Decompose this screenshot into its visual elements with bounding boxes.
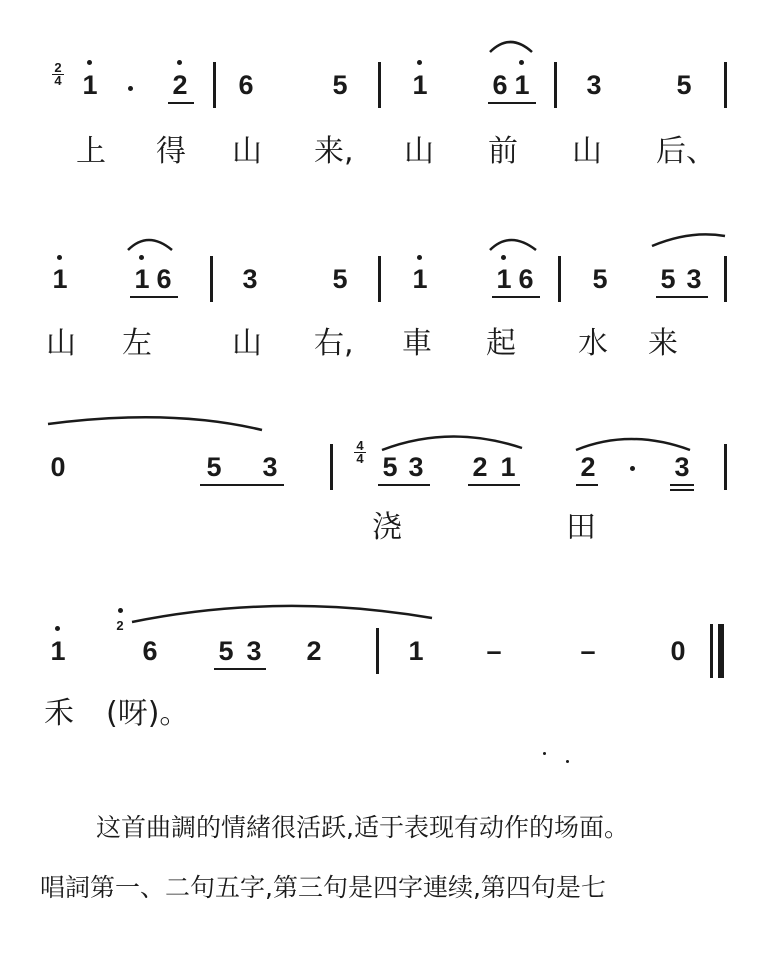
note: 6 [238,70,254,100]
underline-eighth [468,484,520,486]
barline [554,62,557,108]
note: 0 [670,636,686,666]
tie-line3-start [48,417,262,430]
dotted-note-dot [630,466,635,471]
barline [724,256,727,302]
octave-dot [519,60,524,65]
final-barline-thick [718,624,724,678]
underline-eighth [492,296,540,298]
octave-dot [501,255,506,260]
note: 6 [156,264,172,294]
time-signature-bottom: 4 [54,73,62,88]
note: 3 [674,452,690,482]
grace-note-value: 2 [116,618,124,633]
time-signature-bottom: 4 [356,451,364,466]
note: 6 [518,264,534,294]
note: 3 [408,452,424,482]
note: 6 [142,636,158,666]
lyric: 后、 [656,134,716,169]
time-signature-top: 4 [354,440,366,453]
note: 3 [686,264,702,294]
lyric: 来, [314,134,354,169]
note: 2 [306,636,322,666]
barline [330,444,333,490]
octave-dot [118,608,123,613]
print-speck [566,760,569,763]
underline-eighth [168,102,194,104]
lyric: 浇 [372,510,402,545]
octave-dot [417,255,422,260]
note: 3 [586,70,602,100]
octave-dot [139,255,144,260]
lyric: 右, [314,326,354,361]
barline [724,62,727,108]
lyric: 起 [486,326,516,361]
octave-dot [177,60,182,65]
note: 5 [592,264,608,294]
barline [210,256,213,302]
slur-5-3-2-1 [382,436,522,450]
tie-line2-end [652,234,725,246]
lyric: 車 [402,326,432,361]
note: 5 [206,452,222,482]
octave-dot [417,60,422,65]
underline-sixteenth [670,489,694,491]
barline [378,256,381,302]
time-signature-2-4 [52,62,64,87]
lyric: 水 [578,326,608,361]
lyric: 山 [404,134,434,169]
lyric: 山 [46,326,76,361]
note: 5 [332,70,348,100]
lyric: 上 [76,134,106,169]
dotted-note-dot [128,86,133,91]
note: 1 [134,264,150,294]
print-speck [543,752,546,755]
grace-note [114,620,126,632]
lyric: 山 [572,134,602,169]
barline [376,628,379,674]
lyric: (呀)。 [106,696,190,731]
underline-eighth [130,296,178,298]
note: 5 [332,264,348,294]
underline-eighth [200,484,284,486]
barline [558,256,561,302]
note: 1 [412,264,428,294]
time-signature-4-4 [354,440,366,465]
slur-1-6-line2a [128,240,172,250]
slur-6-1-line1 [490,42,532,52]
lyric: 禾 [44,696,74,731]
note: 3 [242,264,258,294]
slur-line4 [132,606,432,622]
note: 1 [412,70,428,100]
lyric: 左 [122,326,152,361]
note: 1 [408,636,424,666]
note: 3 [262,452,278,482]
lyric: 田 [566,510,596,545]
underline-eighth [488,102,536,104]
note: 2 [472,452,488,482]
prose-line: 这首曲調的情緒很活跃,适于表现有动作的场面。 [96,813,629,842]
lyric: 得 [156,134,186,169]
note: 1 [514,70,530,100]
slur-1-6-line2b [490,240,536,250]
barline [724,444,727,490]
note: 0 [50,452,66,482]
note: 1 [50,636,66,666]
note: 1 [500,452,516,482]
underline-eighth [378,484,430,486]
barline [378,62,381,108]
prose-line: 唱詞第一、二句五字,第三句是四字連续,第四句是七 [40,873,606,902]
lyric: 山 [232,326,262,361]
underline-eighth [214,668,266,670]
note: 5 [676,70,692,100]
note: 5 [660,264,676,294]
lyric: 来 [648,326,678,361]
note: 2 [172,70,188,100]
note: 3 [246,636,262,666]
slur-2-3 [576,439,690,450]
dash: – [580,636,596,666]
lyric: 前 [488,134,518,169]
octave-dot [87,60,92,65]
underline-eighth [576,484,598,486]
note: 1 [496,264,512,294]
underline-eighth [656,296,708,298]
note: 2 [580,452,596,482]
note: 1 [52,264,68,294]
octave-dot [57,255,62,260]
note: 1 [82,70,98,100]
underline-eighth [670,484,694,486]
octave-dot [55,626,60,631]
time-signature-top: 2 [52,62,64,75]
final-barline-thin [710,624,713,678]
dash: – [486,636,502,666]
lyric: 山 [232,134,262,169]
barline [213,62,216,108]
note: 5 [218,636,234,666]
note: 6 [492,70,508,100]
note: 5 [382,452,398,482]
